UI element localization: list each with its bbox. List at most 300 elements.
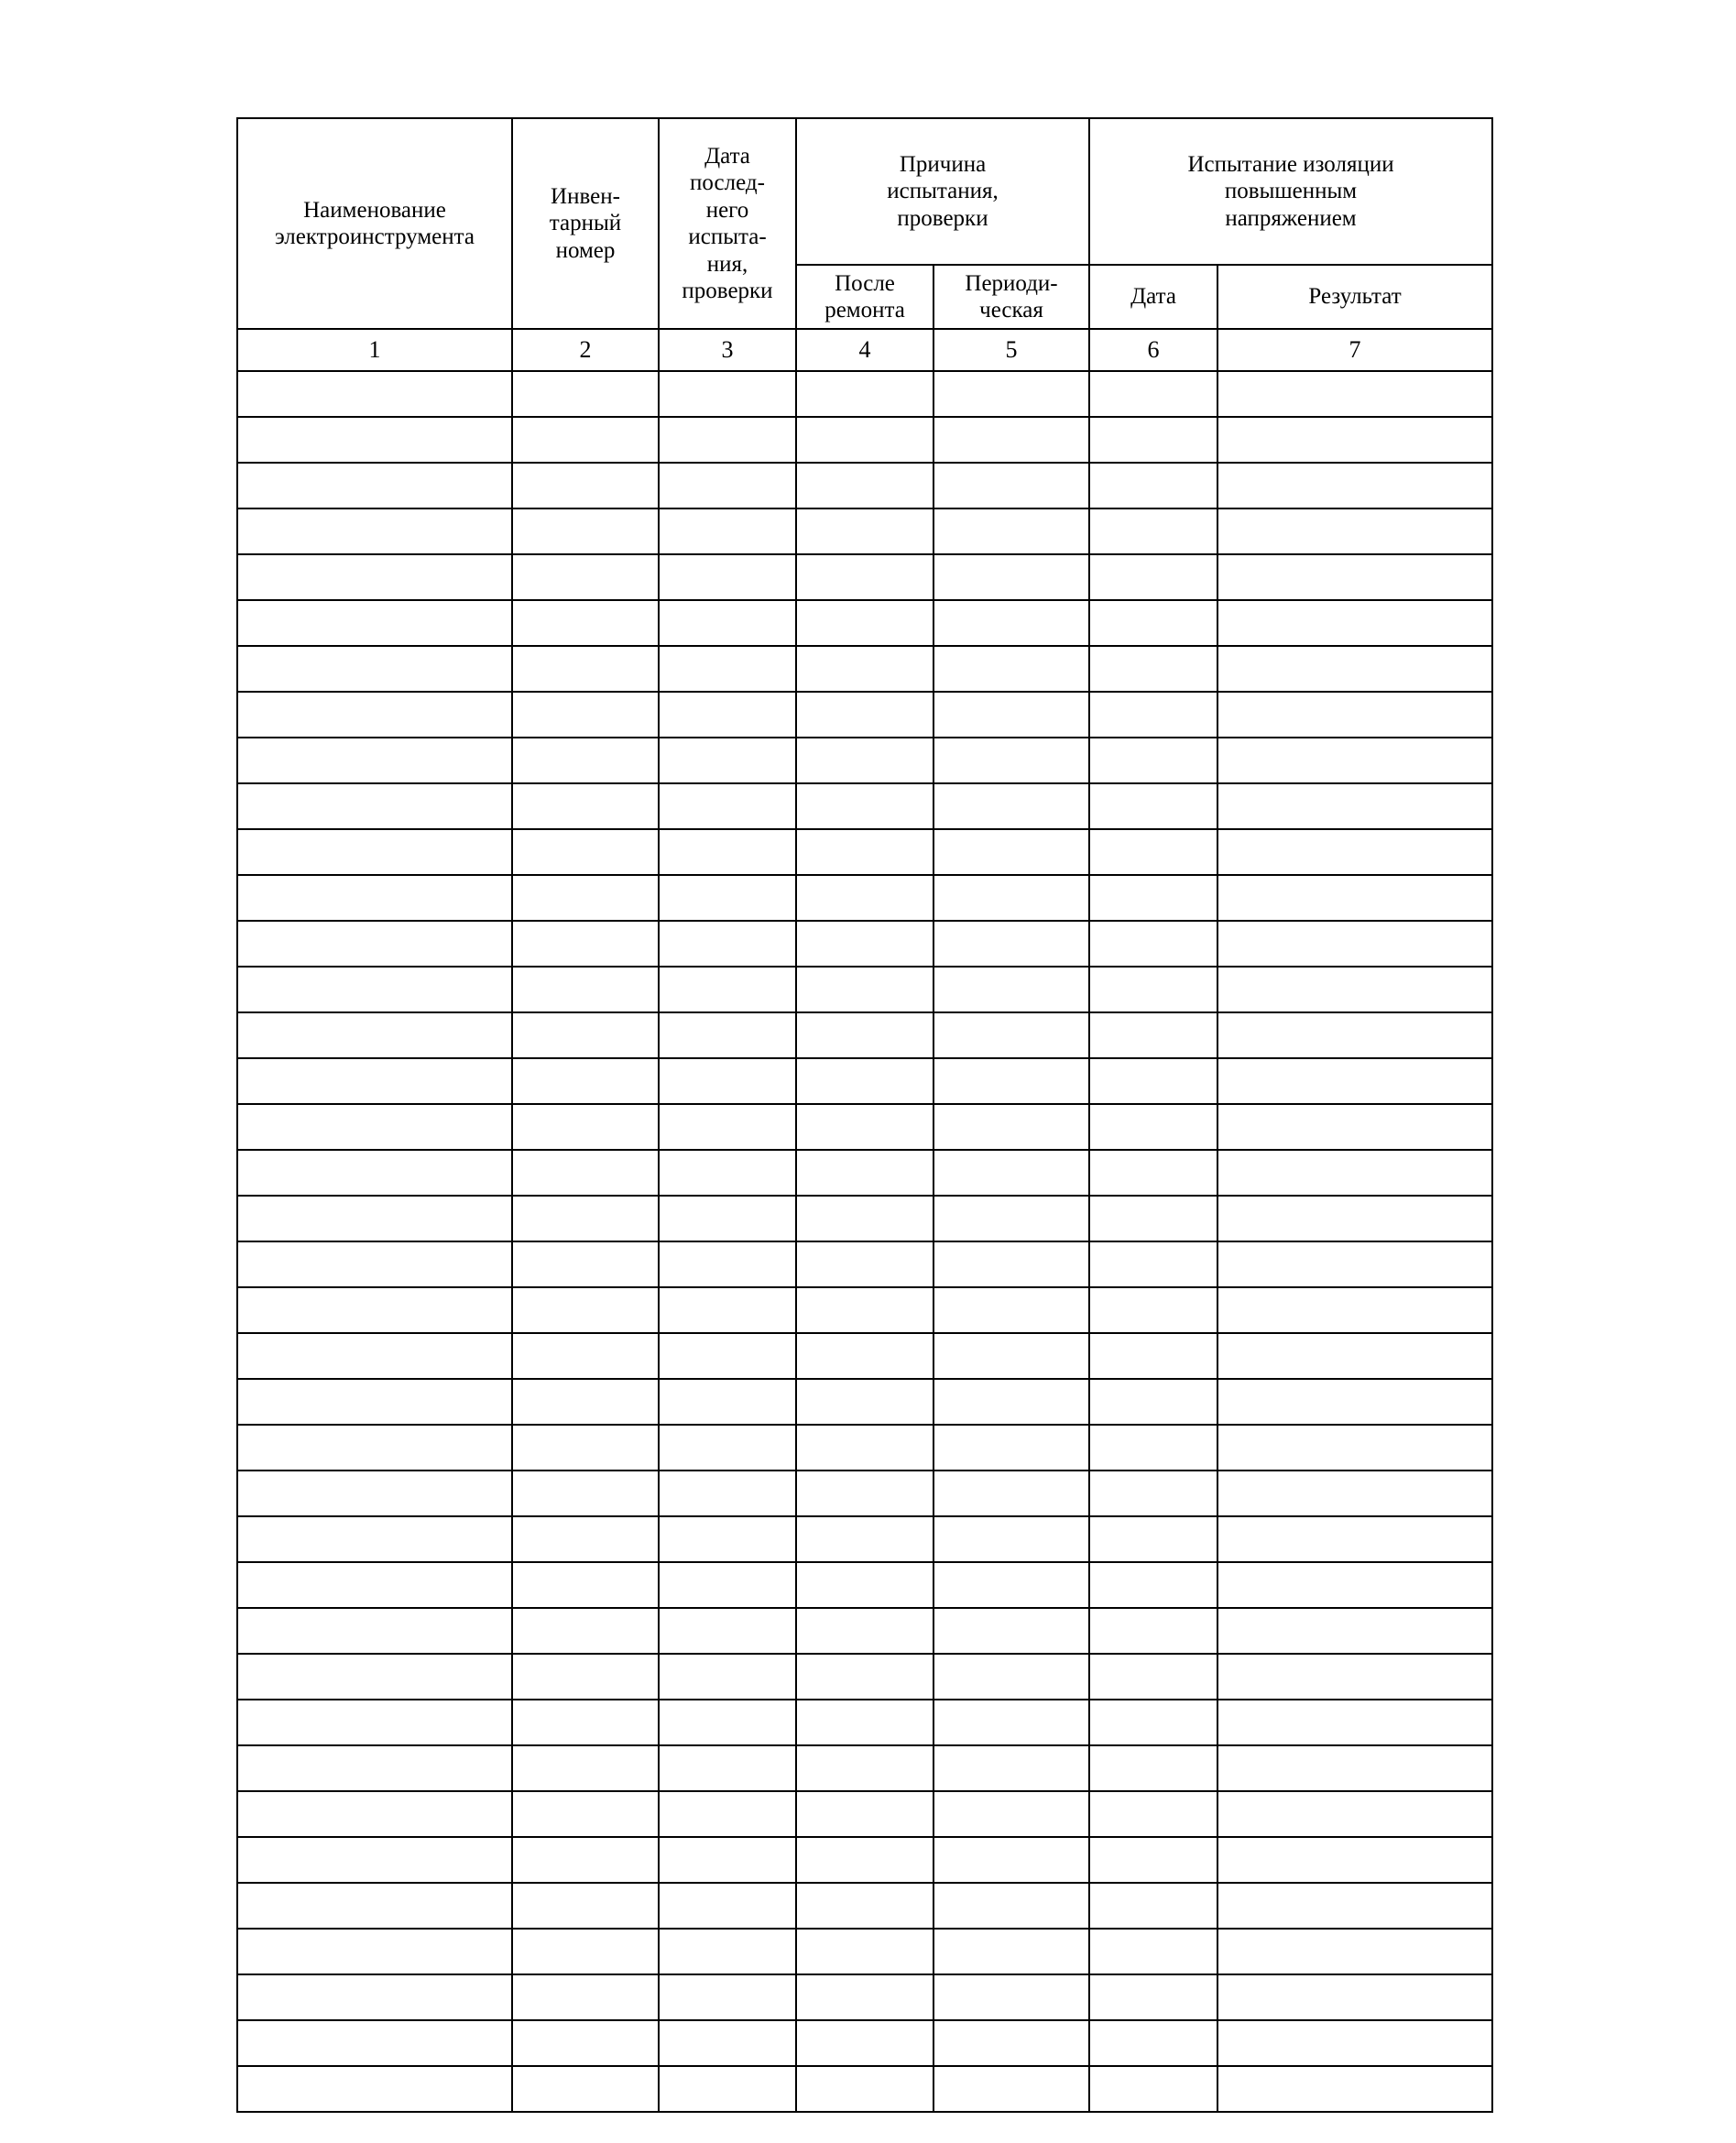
- table-row[interactable]: [237, 875, 1492, 921]
- table-cell[interactable]: [1089, 371, 1217, 417]
- table-cell[interactable]: [1089, 1241, 1217, 1287]
- table-cell[interactable]: [237, 1929, 512, 1974]
- table-cell[interactable]: [1217, 1241, 1492, 1287]
- table-cell[interactable]: [1217, 1058, 1492, 1104]
- table-cell[interactable]: [934, 1837, 1089, 1883]
- table-cell[interactable]: [659, 1379, 796, 1425]
- table-cell[interactable]: [512, 2066, 659, 2112]
- table-cell[interactable]: [1089, 738, 1217, 783]
- table-row[interactable]: [237, 1150, 1492, 1196]
- table-cell[interactable]: [237, 692, 512, 738]
- table-cell[interactable]: [659, 1700, 796, 1745]
- table-cell[interactable]: [796, 646, 934, 692]
- table-cell[interactable]: [1089, 1608, 1217, 1654]
- table-row[interactable]: [237, 2066, 1492, 2112]
- table-cell[interactable]: [659, 783, 796, 829]
- table-cell[interactable]: [512, 1608, 659, 1654]
- table-cell[interactable]: [512, 508, 659, 554]
- table-row[interactable]: [237, 1791, 1492, 1837]
- table-cell[interactable]: [796, 1883, 934, 1929]
- table-cell[interactable]: [512, 1883, 659, 1929]
- table-cell[interactable]: [796, 1150, 934, 1196]
- table-cell[interactable]: [1089, 1745, 1217, 1791]
- table-cell[interactable]: [796, 1608, 934, 1654]
- table-cell[interactable]: [796, 1241, 934, 1287]
- table-row[interactable]: [237, 1196, 1492, 1241]
- table-row[interactable]: [237, 646, 1492, 692]
- table-cell[interactable]: [659, 1058, 796, 1104]
- table-cell[interactable]: [934, 508, 1089, 554]
- table-cell[interactable]: [512, 1654, 659, 1700]
- table-cell[interactable]: [512, 1929, 659, 1974]
- table-cell[interactable]: [1217, 738, 1492, 783]
- table-row[interactable]: [237, 783, 1492, 829]
- table-cell[interactable]: [796, 554, 934, 600]
- table-cell[interactable]: [1089, 1379, 1217, 1425]
- table-cell[interactable]: [1089, 1471, 1217, 1516]
- table-cell[interactable]: [659, 1012, 796, 1058]
- table-cell[interactable]: [512, 1425, 659, 1471]
- table-cell[interactable]: [237, 1241, 512, 1287]
- table-cell[interactable]: [1217, 1516, 1492, 1562]
- table-cell[interactable]: [1217, 2066, 1492, 2112]
- table-cell[interactable]: [796, 1974, 934, 2020]
- table-row[interactable]: [237, 600, 1492, 646]
- table-cell[interactable]: [934, 1379, 1089, 1425]
- table-cell[interactable]: [237, 646, 512, 692]
- table-cell[interactable]: [1217, 1929, 1492, 1974]
- table-cell[interactable]: [1217, 783, 1492, 829]
- table-cell[interactable]: [796, 417, 934, 463]
- table-cell[interactable]: [1089, 1883, 1217, 1929]
- table-cell[interactable]: [1217, 1471, 1492, 1516]
- table-cell[interactable]: [1089, 1654, 1217, 1700]
- table-row[interactable]: [237, 829, 1492, 875]
- table-cell[interactable]: [512, 1333, 659, 1379]
- table-cell[interactable]: [1089, 1974, 1217, 2020]
- table-cell[interactable]: [512, 1562, 659, 1608]
- table-cell[interactable]: [1089, 1012, 1217, 1058]
- table-row[interactable]: [237, 1104, 1492, 1150]
- table-cell[interactable]: [796, 1425, 934, 1471]
- table-cell[interactable]: [659, 508, 796, 554]
- table-cell[interactable]: [512, 2020, 659, 2066]
- table-cell[interactable]: [1217, 692, 1492, 738]
- table-cell[interactable]: [1217, 875, 1492, 921]
- table-cell[interactable]: [1089, 1425, 1217, 1471]
- table-cell[interactable]: [659, 692, 796, 738]
- table-cell[interactable]: [659, 1196, 796, 1241]
- table-cell[interactable]: [796, 1837, 934, 1883]
- table-cell[interactable]: [512, 1058, 659, 1104]
- table-cell[interactable]: [237, 600, 512, 646]
- table-cell[interactable]: [1217, 1791, 1492, 1837]
- table-cell[interactable]: [796, 1287, 934, 1333]
- table-cell[interactable]: [934, 1516, 1089, 1562]
- table-cell[interactable]: [512, 1287, 659, 1333]
- table-row[interactable]: [237, 1654, 1492, 1700]
- table-cell[interactable]: [1217, 646, 1492, 692]
- table-cell[interactable]: [659, 1745, 796, 1791]
- table-cell[interactable]: [1089, 1287, 1217, 1333]
- table-cell[interactable]: [934, 463, 1089, 508]
- table-cell[interactable]: [1217, 600, 1492, 646]
- table-cell[interactable]: [796, 1471, 934, 1516]
- table-cell[interactable]: [659, 1929, 796, 1974]
- table-cell[interactable]: [237, 875, 512, 921]
- table-cell[interactable]: [1217, 371, 1492, 417]
- table-cell[interactable]: [934, 1425, 1089, 1471]
- table-row[interactable]: [237, 463, 1492, 508]
- table-cell[interactable]: [237, 1379, 512, 1425]
- table-cell[interactable]: [237, 1012, 512, 1058]
- table-cell[interactable]: [934, 829, 1089, 875]
- table-cell[interactable]: [1217, 417, 1492, 463]
- table-cell[interactable]: [512, 829, 659, 875]
- table-cell[interactable]: [796, 1104, 934, 1150]
- table-cell[interactable]: [934, 921, 1089, 967]
- table-cell[interactable]: [1089, 692, 1217, 738]
- table-cell[interactable]: [1089, 921, 1217, 967]
- table-cell[interactable]: [237, 1104, 512, 1150]
- table-cell[interactable]: [237, 1471, 512, 1516]
- table-row[interactable]: [237, 1012, 1492, 1058]
- table-cell[interactable]: [1217, 1333, 1492, 1379]
- table-cell[interactable]: [1089, 417, 1217, 463]
- table-cell[interactable]: [512, 463, 659, 508]
- table-cell[interactable]: [237, 1150, 512, 1196]
- table-cell[interactable]: [1089, 508, 1217, 554]
- table-cell[interactable]: [934, 1058, 1089, 1104]
- table-cell[interactable]: [512, 1837, 659, 1883]
- table-cell[interactable]: [934, 1974, 1089, 2020]
- table-cell[interactable]: [1217, 1196, 1492, 1241]
- table-cell[interactable]: [796, 508, 934, 554]
- table-cell[interactable]: [1217, 1104, 1492, 1150]
- table-cell[interactable]: [659, 1471, 796, 1516]
- table-cell[interactable]: [659, 1654, 796, 1700]
- table-cell[interactable]: [934, 2066, 1089, 2112]
- table-cell[interactable]: [237, 1562, 512, 1608]
- table-cell[interactable]: [796, 692, 934, 738]
- table-row[interactable]: [237, 2020, 1492, 2066]
- table-cell[interactable]: [1089, 783, 1217, 829]
- table-cell[interactable]: [934, 1562, 1089, 1608]
- table-row[interactable]: [237, 1974, 1492, 2020]
- table-cell[interactable]: [1217, 508, 1492, 554]
- table-cell[interactable]: [237, 1287, 512, 1333]
- table-cell[interactable]: [237, 921, 512, 967]
- table-cell[interactable]: [659, 1241, 796, 1287]
- table-cell[interactable]: [512, 1104, 659, 1150]
- table-cell[interactable]: [237, 1700, 512, 1745]
- table-cell[interactable]: [796, 783, 934, 829]
- table-cell[interactable]: [237, 2020, 512, 2066]
- table-cell[interactable]: [1089, 1929, 1217, 1974]
- table-cell[interactable]: [512, 1241, 659, 1287]
- table-cell[interactable]: [237, 1058, 512, 1104]
- table-cell[interactable]: [796, 875, 934, 921]
- table-cell[interactable]: [237, 1745, 512, 1791]
- table-cell[interactable]: [512, 1012, 659, 1058]
- table-cell[interactable]: [1217, 1150, 1492, 1196]
- table-cell[interactable]: [237, 508, 512, 554]
- table-cell[interactable]: [1089, 1058, 1217, 1104]
- table-cell[interactable]: [237, 738, 512, 783]
- table-cell[interactable]: [1089, 1333, 1217, 1379]
- table-row[interactable]: [237, 1333, 1492, 1379]
- table-cell[interactable]: [796, 1012, 934, 1058]
- table-row[interactable]: [237, 1562, 1492, 1608]
- table-cell[interactable]: [934, 1471, 1089, 1516]
- table-cell[interactable]: [1089, 2020, 1217, 2066]
- table-cell[interactable]: [934, 1104, 1089, 1150]
- table-cell[interactable]: [237, 1837, 512, 1883]
- table-cell[interactable]: [1217, 1654, 1492, 1700]
- table-cell[interactable]: [659, 967, 796, 1012]
- table-cell[interactable]: [1089, 646, 1217, 692]
- table-row[interactable]: [237, 417, 1492, 463]
- table-cell[interactable]: [237, 371, 512, 417]
- table-cell[interactable]: [1217, 1974, 1492, 2020]
- table-cell[interactable]: [512, 1700, 659, 1745]
- table-cell[interactable]: [934, 783, 1089, 829]
- table-cell[interactable]: [512, 1745, 659, 1791]
- table-row[interactable]: [237, 1883, 1492, 1929]
- table-cell[interactable]: [512, 692, 659, 738]
- table-cell[interactable]: [659, 875, 796, 921]
- table-cell[interactable]: [934, 967, 1089, 1012]
- table-cell[interactable]: [659, 1287, 796, 1333]
- table-cell[interactable]: [659, 2020, 796, 2066]
- table-cell[interactable]: [1217, 1745, 1492, 1791]
- table-cell[interactable]: [1089, 1196, 1217, 1241]
- table-cell[interactable]: [1217, 829, 1492, 875]
- table-cell[interactable]: [796, 1516, 934, 1562]
- table-cell[interactable]: [934, 875, 1089, 921]
- table-cell[interactable]: [1217, 1608, 1492, 1654]
- table-cell[interactable]: [659, 2066, 796, 2112]
- table-cell[interactable]: [1217, 1837, 1492, 1883]
- table-cell[interactable]: [934, 738, 1089, 783]
- table-cell[interactable]: [1089, 1562, 1217, 1608]
- table-cell[interactable]: [659, 1104, 796, 1150]
- table-cell[interactable]: [659, 1333, 796, 1379]
- table-row[interactable]: [237, 371, 1492, 417]
- table-cell[interactable]: [512, 371, 659, 417]
- table-cell[interactable]: [796, 1654, 934, 1700]
- table-cell[interactable]: [1089, 1516, 1217, 1562]
- table-cell[interactable]: [934, 1333, 1089, 1379]
- table-row[interactable]: [237, 1425, 1492, 1471]
- table-cell[interactable]: [512, 646, 659, 692]
- table-cell[interactable]: [659, 554, 796, 600]
- table-cell[interactable]: [659, 1791, 796, 1837]
- table-cell[interactable]: [1089, 1791, 1217, 1837]
- table-cell[interactable]: [934, 1929, 1089, 1974]
- table-cell[interactable]: [659, 600, 796, 646]
- table-cell[interactable]: [1089, 1837, 1217, 1883]
- table-cell[interactable]: [934, 1700, 1089, 1745]
- table-cell[interactable]: [796, 1333, 934, 1379]
- table-cell[interactable]: [237, 1333, 512, 1379]
- table-cell[interactable]: [1089, 1104, 1217, 1150]
- table-cell[interactable]: [796, 1562, 934, 1608]
- table-cell[interactable]: [237, 1516, 512, 1562]
- table-cell[interactable]: [512, 554, 659, 600]
- table-cell[interactable]: [796, 1379, 934, 1425]
- table-cell[interactable]: [237, 1425, 512, 1471]
- table-cell[interactable]: [1217, 921, 1492, 967]
- table-cell[interactable]: [1217, 1379, 1492, 1425]
- table-cell[interactable]: [796, 371, 934, 417]
- table-row[interactable]: [237, 1058, 1492, 1104]
- table-cell[interactable]: [512, 1791, 659, 1837]
- table-row[interactable]: [237, 1745, 1492, 1791]
- table-cell[interactable]: [796, 967, 934, 1012]
- table-cell[interactable]: [659, 463, 796, 508]
- table-cell[interactable]: [659, 1516, 796, 1562]
- table-cell[interactable]: [237, 1196, 512, 1241]
- table-cell[interactable]: [934, 1012, 1089, 1058]
- table-cell[interactable]: [1089, 463, 1217, 508]
- table-cell[interactable]: [934, 371, 1089, 417]
- table-cell[interactable]: [659, 921, 796, 967]
- table-cell[interactable]: [237, 1974, 512, 2020]
- table-cell[interactable]: [1217, 1883, 1492, 1929]
- table-cell[interactable]: [512, 921, 659, 967]
- table-cell[interactable]: [796, 921, 934, 967]
- table-row[interactable]: [237, 692, 1492, 738]
- table-cell[interactable]: [934, 1150, 1089, 1196]
- table-cell[interactable]: [237, 967, 512, 1012]
- table-row[interactable]: [237, 1241, 1492, 1287]
- table-cell[interactable]: [659, 1608, 796, 1654]
- table-cell[interactable]: [237, 1654, 512, 1700]
- table-cell[interactable]: [934, 417, 1089, 463]
- table-cell[interactable]: [659, 829, 796, 875]
- table-cell[interactable]: [237, 829, 512, 875]
- table-cell[interactable]: [934, 554, 1089, 600]
- table-cell[interactable]: [796, 1745, 934, 1791]
- table-cell[interactable]: [1089, 1700, 1217, 1745]
- table-cell[interactable]: [237, 554, 512, 600]
- table-cell[interactable]: [512, 783, 659, 829]
- table-cell[interactable]: [934, 1654, 1089, 1700]
- table-cell[interactable]: [1089, 2066, 1217, 2112]
- table-cell[interactable]: [934, 1241, 1089, 1287]
- table-cell[interactable]: [796, 2020, 934, 2066]
- table-cell[interactable]: [512, 738, 659, 783]
- table-row[interactable]: [237, 1379, 1492, 1425]
- table-cell[interactable]: [796, 738, 934, 783]
- table-row[interactable]: [237, 508, 1492, 554]
- table-cell[interactable]: [934, 1287, 1089, 1333]
- table-cell[interactable]: [1217, 554, 1492, 600]
- table-row[interactable]: [237, 1929, 1492, 1974]
- table-cell[interactable]: [934, 1608, 1089, 1654]
- table-row[interactable]: [237, 554, 1492, 600]
- table-cell[interactable]: [1217, 1562, 1492, 1608]
- table-row[interactable]: [237, 1471, 1492, 1516]
- table-cell[interactable]: [934, 2020, 1089, 2066]
- table-cell[interactable]: [1089, 554, 1217, 600]
- table-cell[interactable]: [659, 1562, 796, 1608]
- table-cell[interactable]: [1089, 967, 1217, 1012]
- table-cell[interactable]: [796, 463, 934, 508]
- table-row[interactable]: [237, 1700, 1492, 1745]
- table-cell[interactable]: [237, 2066, 512, 2112]
- table-cell[interactable]: [934, 1745, 1089, 1791]
- table-cell[interactable]: [796, 2066, 934, 2112]
- table-cell[interactable]: [934, 1883, 1089, 1929]
- table-cell[interactable]: [1089, 829, 1217, 875]
- table-cell[interactable]: [659, 1425, 796, 1471]
- table-cell[interactable]: [659, 1883, 796, 1929]
- table-cell[interactable]: [1217, 967, 1492, 1012]
- table-cell[interactable]: [1089, 600, 1217, 646]
- table-cell[interactable]: [1217, 1700, 1492, 1745]
- table-cell[interactable]: [512, 417, 659, 463]
- table-cell[interactable]: [1217, 463, 1492, 508]
- table-cell[interactable]: [659, 646, 796, 692]
- table-cell[interactable]: [796, 1196, 934, 1241]
- table-cell[interactable]: [512, 1196, 659, 1241]
- table-cell[interactable]: [237, 463, 512, 508]
- table-cell[interactable]: [512, 1150, 659, 1196]
- table-cell[interactable]: [934, 646, 1089, 692]
- table-cell[interactable]: [796, 829, 934, 875]
- table-cell[interactable]: [1089, 1150, 1217, 1196]
- table-row[interactable]: [237, 1287, 1492, 1333]
- table-cell[interactable]: [237, 1791, 512, 1837]
- table-row[interactable]: [237, 1608, 1492, 1654]
- table-cell[interactable]: [934, 600, 1089, 646]
- table-row[interactable]: [237, 921, 1492, 967]
- table-cell[interactable]: [1217, 2020, 1492, 2066]
- table-cell[interactable]: [512, 875, 659, 921]
- table-cell[interactable]: [237, 783, 512, 829]
- table-cell[interactable]: [512, 1379, 659, 1425]
- table-cell[interactable]: [796, 1700, 934, 1745]
- table-cell[interactable]: [1217, 1012, 1492, 1058]
- table-cell[interactable]: [934, 1791, 1089, 1837]
- table-cell[interactable]: [796, 1929, 934, 1974]
- table-cell[interactable]: [796, 1058, 934, 1104]
- table-cell[interactable]: [934, 692, 1089, 738]
- table-cell[interactable]: [659, 1974, 796, 2020]
- table-cell[interactable]: [659, 1837, 796, 1883]
- table-cell[interactable]: [237, 1883, 512, 1929]
- table-cell[interactable]: [237, 417, 512, 463]
- table-cell[interactable]: [796, 1791, 934, 1837]
- table-cell[interactable]: [1217, 1425, 1492, 1471]
- table-row[interactable]: [237, 967, 1492, 1012]
- table-cell[interactable]: [512, 967, 659, 1012]
- table-cell[interactable]: [1217, 1287, 1492, 1333]
- table-cell[interactable]: [512, 1471, 659, 1516]
- table-cell[interactable]: [659, 1150, 796, 1196]
- table-row[interactable]: [237, 1516, 1492, 1562]
- table-cell[interactable]: [796, 600, 934, 646]
- table-cell[interactable]: [512, 1974, 659, 2020]
- table-cell[interactable]: [512, 1516, 659, 1562]
- table-cell[interactable]: [659, 417, 796, 463]
- table-cell[interactable]: [659, 371, 796, 417]
- table-row[interactable]: [237, 738, 1492, 783]
- table-cell[interactable]: [659, 738, 796, 783]
- table-cell[interactable]: [1089, 875, 1217, 921]
